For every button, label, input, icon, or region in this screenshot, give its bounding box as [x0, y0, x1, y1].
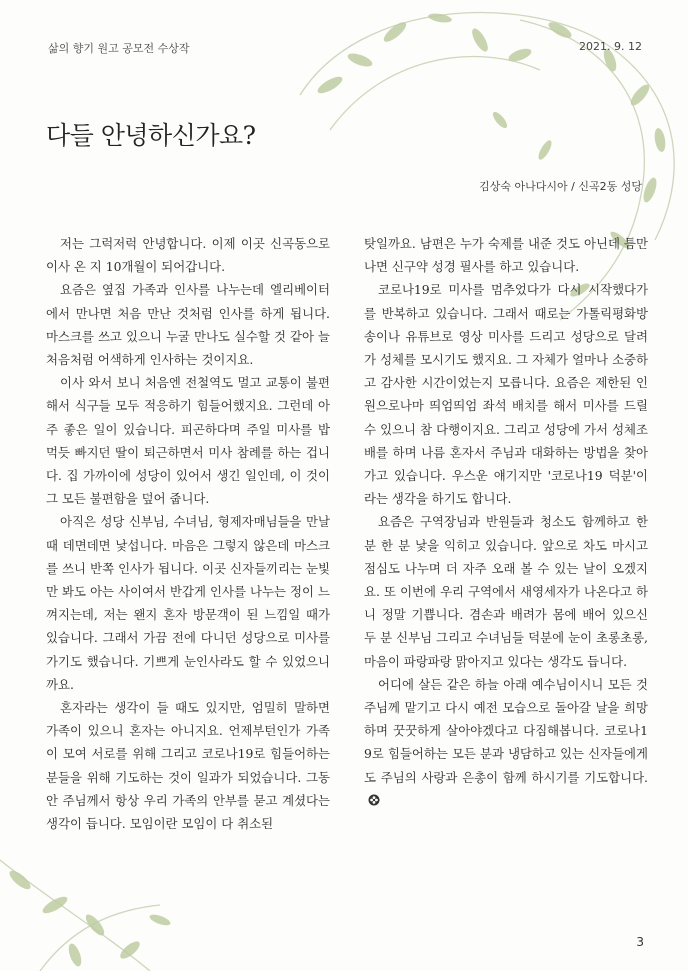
paragraph: 혼자라는 생각이 들 때도 있지만, 엄밀히 말하면 가족이 있으니 혼자는 아니지요. 언제부턴인가 가족이 모여 서로를 위해 그리고 코로나19로 힘들어하는 분들을 위해 기도하는 것이 일과가 되었습니다. 그동안 주님께서 항상 우리 가족의 안부를 묻고 계셨다는 생각이 듭니다. 모임이란 모임이 다 취소된 [46, 700, 330, 832]
issue-date: 2021. 9. 12 [579, 40, 642, 53]
paragraph: 요즘은 구역장님과 반원들과 청소도 함께하고 한 분 한 분 낯을 익히고 있습니다. 앞으로 차도 마시고 점심도 나누며 더 자주 오래 볼 수 있는 날이 오겠지요. 또 이번에 우리 구역에서 새영세자가 나온다고 하니 정말 기쁩니다. 겸손과 배려가 몸에 배어 있으신 두 분 신부님 그리고 수녀님들 덕분에 눈이 초롱초롱, 마음이 파랑파랑 맑아지고 있다는 생각도 듭니다. [364, 514, 648, 669]
article-title: 다들 안녕하신가요? [46, 121, 256, 150]
paragraph-continuation: 탓일까요. 남편은 누가 숙제를 내준 것도 아닌데 틈만 나면 신구약 성경 필사를 하고 있습니다. [364, 236, 648, 275]
series-label: 삶의 향기 원고 공모전 수상작 [48, 42, 190, 55]
paragraph: 저는 그럭저럭 안녕합니다. 이제 이곳 신곡동으로 이사 온 지 10개월이 되어갑니다. [46, 236, 330, 275]
paragraph: 코로나19로 미사를 멈추었다가 다시 시작했다가를 반복하고 있습니다. 그래서 때로는 가톨릭평화방송이나 유튜브로 영상 미사를 드리고 성당으로 달려가 성체를 모시기도 했지요. 그 자체가 얼마나 소중하고 감사한 시간이었는지 모릅니다. 요즘은 제한된 인원으로나마 띄엄띄엄 좌석 배치를 해서 미사를 드릴 수 있으니 참 다행이지요. 그리고 성당에 가서 성체조배를 하며 나름 혼자서 주님과 대화하는 방법을 찾아가고 있습니다. 우스운 얘기지만 '코로나19 덕분'이라는 생각을 하기도 합니다. [364, 282, 648, 507]
left-column [46, 232, 330, 835]
flower-end-mark-icon [368, 794, 380, 806]
right-column [364, 232, 648, 812]
closing-paragraph [364, 673, 648, 812]
author-byline: 김상숙 아나다시아 / 신곡2동 성당 [479, 180, 642, 193]
paragraph: 이사 와서 보니 처음엔 전철역도 멀고 교통이 불편해서 식구들 모두 적응하기 힘들어했지요. 그런데 아주 좋은 일이 있습니다. 피곤하다며 주일 미사를 밥 먹듯 빠지던 딸이 퇴근하면서 미사 참례를 하는 겁니다. 집 가까이에 성당이 있어서 생긴 일인데, 이 것이 그 모든 불편함을 덮어 줍니다. [46, 375, 330, 507]
closing-text: 어디에 살든 같은 하늘 아래 예수님이시니 모든 것 주님께 맡기고 다시 예전 모습으로 돌아갈 날을 희망하며 꿋꿋하게 살아야겠다고 다짐해봅니다. 코로나19로 힘들어하는 모든 분과 냉담하고 있는 신자들에게도 주님의 사랑과 은총이 함께 하시기를 기도합니다. [364, 676, 648, 785]
page-number: 3 [636, 935, 644, 949]
paragraph: 아직은 성당 신부님, 수녀님, 형제자매님들을 만날 때 데면데면 낯섭니다. 마음은 그렇지 않은데 마스크를 쓰니 반쪽 인사가 됩니다. 이곳 신자들끼리는 눈빛만 봐도 아는 사이여서 반갑게 인사를 나누는 정이 느껴지는데, 저는 왠지 혼자 방문객이 된 느낌일 때가 있습니다. 그래서 가끔 전에 다니던 성당으로 미사를 가기도 했습니다. 기쁘게 눈인사라도 할 수 있었으니까요. [46, 514, 330, 692]
paragraph: 요즘은 옆집 가족과 인사를 나누는데 엘리베이터에서 만나면 처음 만난 것처럼 인사를 하게 됩니다. 마스크를 쓰고 있으니 누굴 만나도 실수할 것 같아 늘 처음처럼 어색하게 인사하는 것이지요. [46, 282, 330, 368]
